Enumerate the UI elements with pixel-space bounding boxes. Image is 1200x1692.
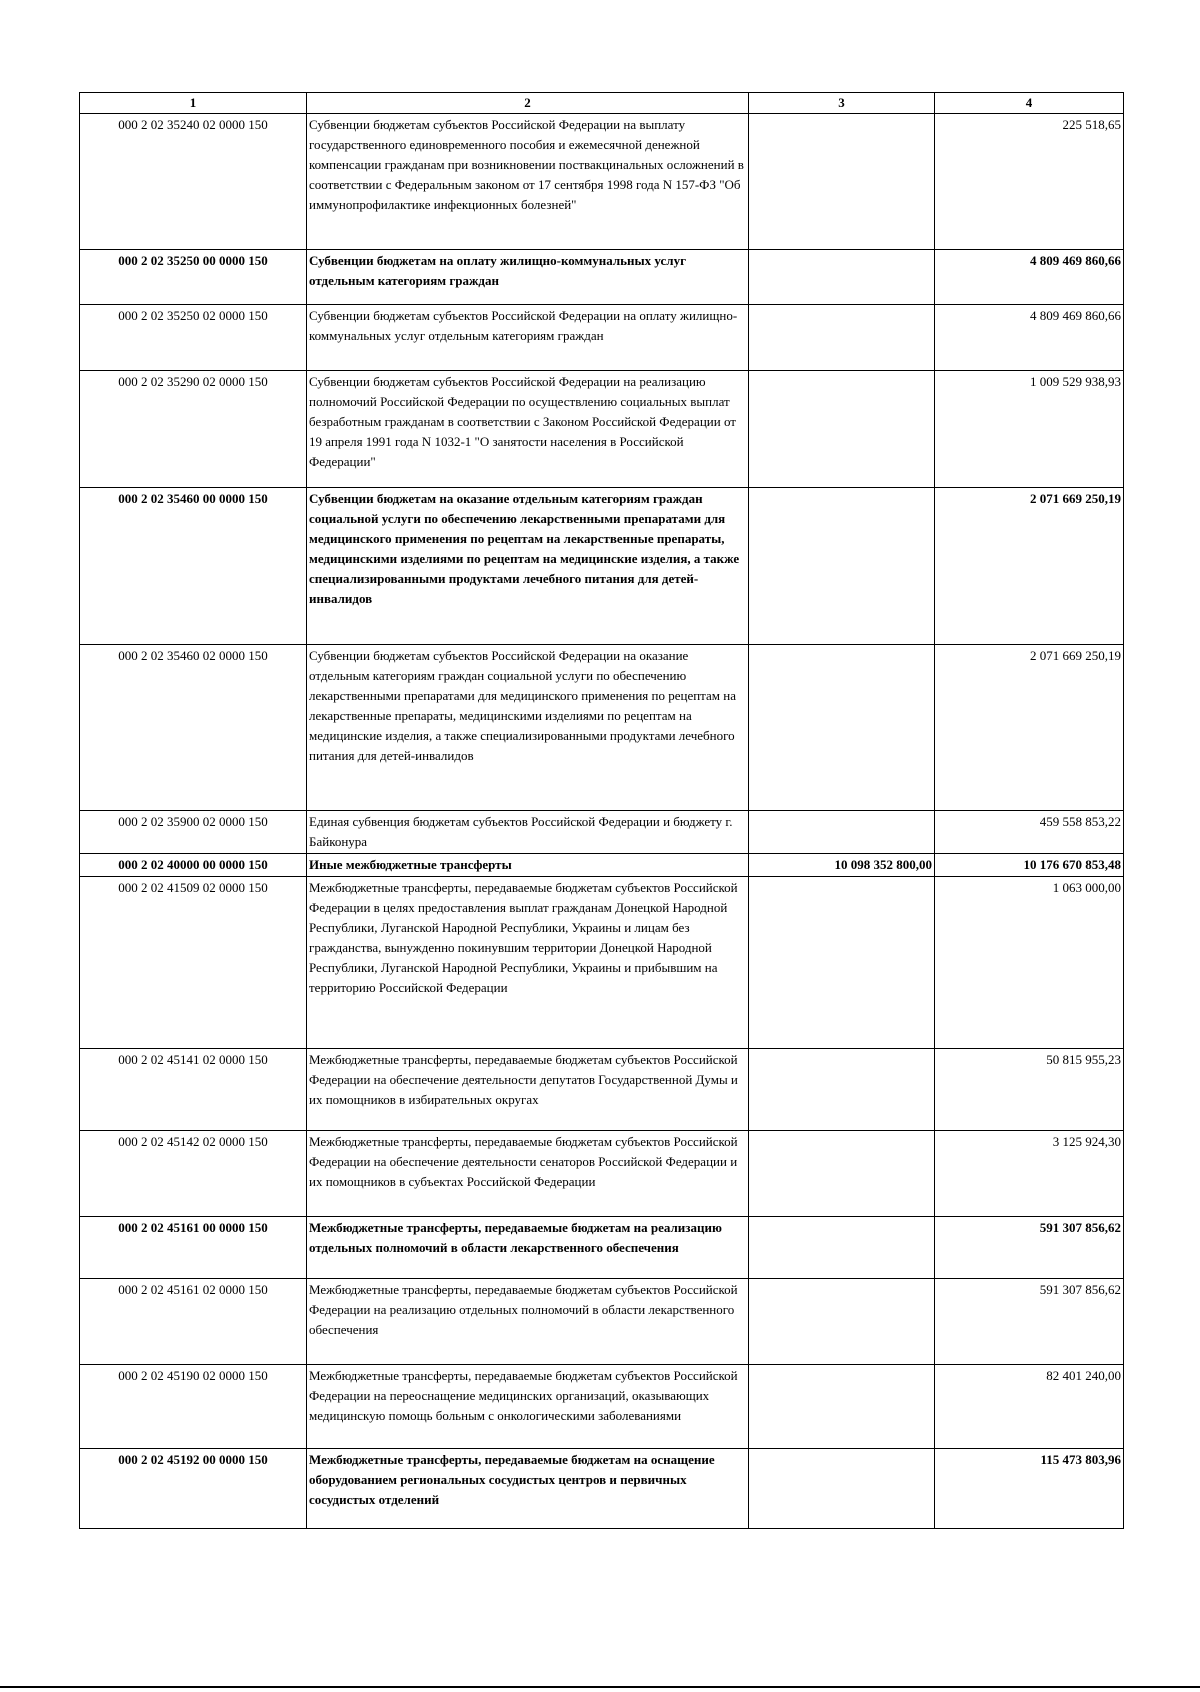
row-name: Межбюджетные трансферты, передаваемые бюджетам субъектов Российской Федерации на обеспечение деятельности депутатов Государственной Думы и их помощников в избирательных округах [307, 1049, 749, 1131]
row-value-4: 10 176 670 853,48 [935, 854, 1124, 877]
row-code: 000 2 02 45142 02 0000 150 [80, 1131, 307, 1217]
row-value-4: 82 401 240,00 [935, 1365, 1124, 1449]
row-value-4: 4 809 469 860,66 [935, 250, 1124, 305]
table-row [80, 250, 1124, 305]
row-value-3 [749, 1365, 935, 1449]
row-code: 000 2 02 35900 02 0000 150 [80, 811, 307, 854]
row-code: 000 2 02 35460 00 0000 150 [80, 488, 307, 645]
row-value-3 [749, 305, 935, 371]
row-name: Межбюджетные трансферты, передаваемые бюджетам субъектов Российской Федерации на обеспечение деятельности сенаторов Российской Федерации и их помощников в субъектах Российской Федерации [307, 1131, 749, 1217]
row-name: Субвенции бюджетам субъектов Российской Федерации на реализацию полномочий Российской Федерации по осуществлению социальных выплат безработным гражданам в соответствии с Законом Российской Федерации от 19 апреля 1991 года N 1032-1 "О занятости населения в Российской Федерации" [307, 371, 749, 488]
row-name: Иные межбюджетные трансферты [307, 854, 749, 877]
row-value-4: 1 009 529 938,93 [935, 371, 1124, 488]
row-value-4: 591 307 856,62 [935, 1279, 1124, 1365]
row-code: 000 2 02 35240 02 0000 150 [80, 114, 307, 250]
table-row [80, 1449, 1124, 1529]
row-name: Межбюджетные трансферты, передаваемые бюджетам субъектов Российской Федерации на реализацию отдельных полномочий в области лекарственного обеспечения [307, 1279, 749, 1365]
row-value-4: 115 473 803,96 [935, 1449, 1124, 1529]
row-code: 000 2 02 35460 02 0000 150 [80, 645, 307, 811]
table-row [80, 1365, 1124, 1449]
table-row [80, 854, 1124, 877]
header-col-4: 4 [935, 93, 1124, 114]
row-code: 000 2 02 40000 00 0000 150 [80, 854, 307, 877]
row-code: 000 2 02 41509 02 0000 150 [80, 877, 307, 1049]
row-value-3 [749, 811, 935, 854]
row-code: 000 2 02 45192 00 0000 150 [80, 1449, 307, 1529]
row-name: Межбюджетные трансферты, передаваемые бюджетам субъектов Российской Федерации в целях предоставления выплат гражданам Донецкой Народной Республики, Луганской Народной Республики, Украины и лицам без гражданства, вынужденно покинувшим территории Донецкой Народной Республики, Луганской Народной Республики, Украины и прибывшим на территорию Российской Федерации [307, 877, 749, 1049]
table-row [80, 1131, 1124, 1217]
table-row [80, 1279, 1124, 1365]
row-code: 000 2 02 35290 02 0000 150 [80, 371, 307, 488]
table-row [80, 1217, 1124, 1279]
row-value-4: 459 558 853,22 [935, 811, 1124, 854]
table-body [80, 114, 1124, 1529]
header-col-2: 2 [307, 93, 749, 114]
header-col-3: 3 [749, 93, 935, 114]
row-value-4: 2 071 669 250,19 [935, 645, 1124, 811]
row-value-3 [749, 1049, 935, 1131]
row-code: 000 2 02 45161 02 0000 150 [80, 1279, 307, 1365]
row-value-4: 4 809 469 860,66 [935, 305, 1124, 371]
table-row [80, 305, 1124, 371]
row-value-3: 10 098 352 800,00 [749, 854, 935, 877]
row-value-3 [749, 1217, 935, 1279]
page-bottom-rule [0, 1686, 1200, 1688]
table-row [80, 114, 1124, 250]
row-name: Межбюджетные трансферты, передаваемые бюджетам субъектов Российской Федерации на переоснащение медицинских организаций, оказывающих медицинскую помощь больным с онкологическими заболеваниями [307, 1365, 749, 1449]
row-code: 000 2 02 45190 02 0000 150 [80, 1365, 307, 1449]
table-row [80, 371, 1124, 488]
row-name: Единая субвенция бюджетам субъектов Российской Федерации и бюджету г. Байконура [307, 811, 749, 854]
row-code: 000 2 02 35250 00 0000 150 [80, 250, 307, 305]
row-name: Субвенции бюджетам на оказание отдельным категориям граждан социальной услуги по обеспечению лекарственными препаратами для медицинского применения по рецептам на лекарственные препараты, медицинскими изделиями по рецептам на медицинские изделия, а также специализированными продуктами лечебного питания для детей-инвалидов [307, 488, 749, 645]
row-value-4: 3 125 924,30 [935, 1131, 1124, 1217]
row-value-3 [749, 1279, 935, 1365]
row-code: 000 2 02 45161 00 0000 150 [80, 1217, 307, 1279]
row-value-3 [749, 645, 935, 811]
row-code: 000 2 02 35250 02 0000 150 [80, 305, 307, 371]
header-col-1: 1 [80, 93, 307, 114]
row-code: 000 2 02 45141 02 0000 150 [80, 1049, 307, 1131]
row-name: Субвенции бюджетам субъектов Российской Федерации на оплату жилищно-коммунальных услуг отдельным категориям граждан [307, 305, 749, 371]
table-row [80, 645, 1124, 811]
row-value-3 [749, 488, 935, 645]
table-row [80, 877, 1124, 1049]
budget-table [79, 92, 1124, 1529]
table-header [80, 93, 1124, 114]
row-value-4: 225 518,65 [935, 114, 1124, 250]
row-value-3 [749, 1131, 935, 1217]
row-value-3 [749, 114, 935, 250]
table-row [80, 1049, 1124, 1131]
table-row [80, 488, 1124, 645]
row-value-3 [749, 1449, 935, 1529]
row-value-4: 591 307 856,62 [935, 1217, 1124, 1279]
table-row [80, 811, 1124, 854]
row-value-4: 2 071 669 250,19 [935, 488, 1124, 645]
row-name: Субвенции бюджетам на оплату жилищно-коммунальных услуг отдельным категориям граждан [307, 250, 749, 305]
row-name: Субвенции бюджетам субъектов Российской Федерации на выплату государственного единовременного пособия и ежемесячной денежной компенсации гражданам при возникновении поствакцинальных осложнений в соответствии с Федеральным законом от 17 сентября 1998 года N 157-ФЗ "Об иммунопрофилактике инфекционных болезней" [307, 114, 749, 250]
row-value-4: 50 815 955,23 [935, 1049, 1124, 1131]
row-name: Межбюджетные трансферты, передаваемые бюджетам на оснащение оборудованием региональных сосудистых центров и первичных сосудистых отделений [307, 1449, 749, 1529]
row-value-3 [749, 250, 935, 305]
row-value-3 [749, 877, 935, 1049]
row-name: Межбюджетные трансферты, передаваемые бюджетам на реализацию отдельных полномочий в области лекарственного обеспечения [307, 1217, 749, 1279]
row-name: Субвенции бюджетам субъектов Российской Федерации на оказание отдельным категориям граждан социальной услуги по обеспечению лекарственными препаратами для медицинского применения по рецептам на лекарственные препараты, медицинскими изделиями по рецептам на медицинские изделия, а также специализированными продуктами лечебного питания для детей-инвалидов [307, 645, 749, 811]
row-value-4: 1 063 000,00 [935, 877, 1124, 1049]
row-value-3 [749, 371, 935, 488]
header-row [80, 93, 1124, 114]
